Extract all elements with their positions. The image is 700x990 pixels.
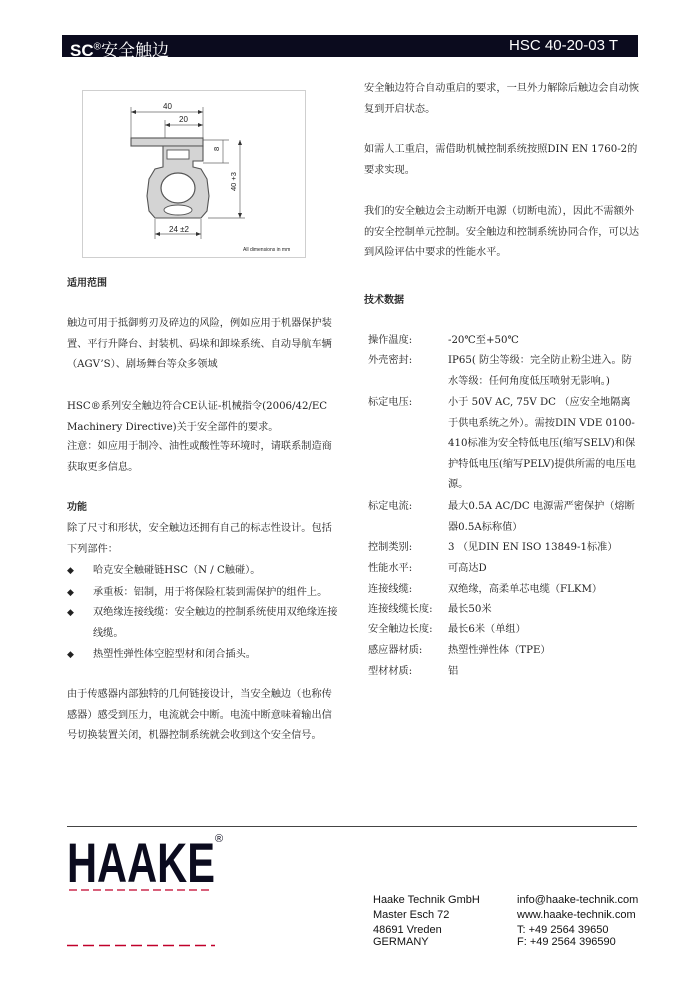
header-title — [70, 36, 169, 61]
spec-label: 标定电流: — [368, 501, 413, 512]
function-text: 除了尺寸和形状，安全触边还拥有自己的标志性设计。包括下列部件： — [67, 523, 332, 555]
power-text: 我们的安全触边会主动断开电源（切断电流），因此不需额外的安全控制单元控制。安全触边和控制系统协同合作，可以达到风险评估中要求的性能水平。 — [364, 206, 640, 258]
fax-number: F: +49 2564 396590 — [517, 936, 616, 948]
dim-20: 20 — [179, 115, 188, 124]
logo-registered-mark: ® — [215, 833, 224, 845]
address-country: GERMANY — [373, 936, 429, 948]
spec-value: IP65( 防尘等级：完全防止粉尘进入。防水等级：任何角度低压喷射无影响。) — [448, 355, 632, 387]
bullet-icon: ◆ — [67, 566, 74, 576]
profile-drawing — [82, 90, 306, 258]
header-bar — [62, 35, 638, 60]
spec-label: 安全触边长度: — [368, 624, 433, 635]
phone-number: T: +49 2564 39650 — [517, 924, 609, 936]
spec-label: 控制类别: — [368, 542, 413, 553]
company-name: Haake Technik GmbH — [373, 894, 480, 906]
spec-value: 最大0.5A AC/DC 电源需严密保护（熔断器0.5A标称值） — [448, 501, 635, 533]
spec-label: 连接线缆长度: — [368, 604, 433, 615]
address-street: Master Esch 72 — [373, 909, 450, 921]
spec-value: 3 （见DIN EN ISO 13849-1标准） — [448, 542, 618, 553]
dim-40-top: 40 — [163, 102, 172, 111]
website-link[interactable]: www.haake-technik.com — [517, 909, 636, 921]
page-title: 安全触边 — [101, 41, 169, 60]
bullet-icon: ◆ — [67, 608, 74, 618]
accent-dash-line — [67, 944, 215, 947]
bullet-icon: ◆ — [67, 588, 74, 598]
list-item-text: 热塑性弹性体空腔型材和闭合插头。 — [93, 649, 256, 660]
spec-value: 可高达D — [448, 563, 487, 574]
spec-label: 感应器材质: — [368, 645, 423, 656]
spec-label: 操作温度: — [368, 335, 413, 346]
email-link[interactable]: info@haake-technik.com — [517, 894, 639, 906]
dim-8: 8 — [212, 146, 221, 151]
list-item-text: 哈克安全触碰链HSC（N / C触碰）。 — [93, 565, 261, 576]
list-item-text: 承重板：铝制，用于将保险杠装到需保护的组件上。 — [93, 587, 328, 598]
spec-value: 最长50米 — [448, 604, 492, 615]
manual-restart-text: 如需人工重启，需借助机械控制系统按照DIN EN 1760-2的要求实现。 — [364, 144, 638, 176]
footer-divider — [67, 826, 637, 827]
spec-label: 型材材质: — [368, 666, 413, 677]
scope-text: 触边可用于抵御剪刃及碎边的风险，例如应用于机器保护装置、平行升降台、封装机、码垛和卸垛系统、自动导航车辆（AGV’S）、剧场舞台等众多领域 — [67, 318, 332, 370]
function-heading: 功能 — [67, 502, 87, 513]
sensor-text: 由于传感器内部独特的几何链接设计，当安全触边（也称传感器）感受到压力，电流就会中断。电流中断意味着输出信号切换装置关闭，机器控制系统就会收到这个安全信号。 — [67, 689, 332, 741]
logo-wordmark: HAAKE — [67, 831, 215, 894]
spec-label: 外壳密封: — [368, 355, 413, 366]
bullet-icon: ◆ — [67, 650, 74, 660]
restart-text: 安全触边符合自动重启的要求，一旦外力解除后触边会自动恢复到开启状态。 — [364, 83, 640, 115]
haake-logo — [67, 830, 229, 900]
spec-value: 热塑性弹性体（TPE） — [448, 645, 551, 656]
spec-value: -20℃至+50℃ — [448, 335, 519, 346]
note-text: 注意：如应用于制冷、油性或酸性等环境时，请联系制造商获取更多信息。 — [67, 441, 332, 473]
spec-value: 最长6米（单组） — [448, 624, 526, 635]
spec-value: 铝 — [448, 666, 459, 677]
list-item-text: 双绝缘连接线缆：安全触边的控制系统使用双绝缘连接线缆。 — [93, 607, 338, 639]
dim-40-side: 40 +3 — [229, 172, 238, 191]
address-city: 48691 Vreden — [373, 924, 442, 936]
spec-value: 双绝缘，高柔单芯电缆（FLKM） — [448, 584, 603, 595]
spec-label: 连接线缆: — [368, 584, 413, 595]
brand-sc: SC — [70, 41, 94, 60]
ce-text: HSC®系列安全触边符合CE认证-机械指令(2006/42/EC Machinery Directive)关于安全部件的要求。 — [67, 401, 328, 433]
product-code: HSC 40-20-03 T — [509, 37, 618, 54]
dim-24: 24 ±2 — [169, 225, 189, 234]
spec-label: 性能水平: — [368, 563, 413, 574]
spec-value: 小于 50V AC, 75V DC （应安全地隔离于供电系统之外）。需按DIN VDE 0100-410标准为安全特低电压(缩写SELV)和保护特低电压(缩写PELV)提供所需的电压电源。 — [448, 397, 636, 490]
brand-registered-mark: ® — [93, 41, 101, 53]
dimensions-note: All dimensions in mm — [243, 247, 291, 253]
spec-label: 标定电压: — [368, 397, 413, 408]
tech-data-heading: 技术数据 — [364, 295, 404, 306]
scope-heading: 适用范围 — [67, 278, 107, 289]
